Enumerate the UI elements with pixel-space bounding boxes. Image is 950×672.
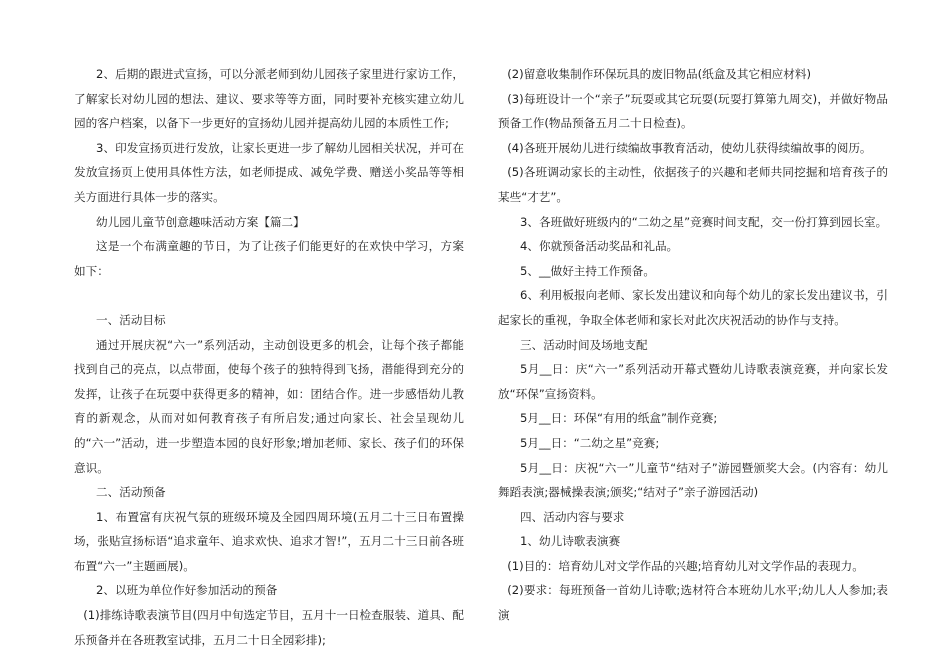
right-column <box>498 62 888 628</box>
paragraph: 1、布置富有庆祝气氛的班级环境及全园四周环境(五月二十三日布置操场，张贴宣扬标语“追求童年、追求欢快、追求才智!”，五月二十三日前各班布置“六一”主题画展)。 <box>74 509 464 573</box>
paragraph: (2)要求：每班预备一首幼儿诗歌;选材符合本班幼儿水平;幼儿人人参加;表演 <box>498 583 888 623</box>
paragraph: 5月__日：庆祝“六一”儿童节“结对子”游园暨颁奖大会。(内容有：幼儿舞蹈表演;器械操表演;颁奖;“结对子”亲子游园活动) <box>498 460 888 500</box>
paragraph: 1、幼儿诗歌表演赛 <box>520 534 621 549</box>
paragraph: (4)各班开展幼儿进行续编故事教育活动，使幼儿获得续编故事的阅历。 <box>507 140 872 155</box>
paragraph: (1)排练诗歌表演节目(四月中旬选定节目，五月十一日检查服装、道具、配乐预备并在各班教室试排，五月二十日全园彩排); <box>74 608 464 647</box>
paragraph: 5月__日：庆“六一”系列活动开幕式暨幼儿诗歌表演竞赛，并向家长发放“环保”宣扬资料。 <box>498 362 888 401</box>
paragraph: 3、各班做好班级内的“二幼之星”竞赛时间支配，交一份打算到园长室。 <box>520 214 888 229</box>
paragraph: 2、以班为单位作好参加活动的预备 <box>96 583 278 598</box>
blank-line <box>74 283 464 308</box>
paragraph: 通过开展庆祝“六一”系列活动，主动创设更多的机会，让每个孩子都能找到自己的亮点，以点带面，使每个孩子的独特得到飞扬，潜能得到充分的发挥，让孩子在玩耍中获得更多的精神，如：团结合作。进一步感悟幼儿教育的新观念，从而对如何教育孩子有所启发;通过向家长、社会呈现幼儿的“六一”活动，进一步塑造本园的良好形象;增加老师、家长、孩子们的环保意识。 <box>74 337 464 475</box>
paragraph: 5、__做好主持工作预备。 <box>520 263 655 278</box>
paragraph: 一、活动目标 <box>96 312 166 327</box>
paragraph: 5月__日：“二幼之星”竞赛; <box>520 435 660 450</box>
paragraph: 幼儿园儿童节创意趣味活动方案【篇二】 <box>96 214 305 229</box>
paragraph: 四、活动内容与要求 <box>520 509 625 524</box>
paragraph: (3)每班设计一个“亲子”玩耍或其它玩耍(玩耍打算第九周交)，并做好物品预备工作(物品预备五月二十日检查)。 <box>498 91 888 131</box>
paragraph: 二、活动预备 <box>96 485 166 500</box>
paragraph: 三、活动时间及场地支配 <box>520 337 648 352</box>
paragraph: (5)各班调动家长的主动性，依据孩子的兴趣和老师共同挖掘和培育孩子的某些“才艺”。 <box>498 165 888 204</box>
paragraph: 2、后期的跟进式宣扬，可以分派老师到幼儿园孩子家里进行家访工作，了解家长对幼儿园的想法、建议、要求等等方面，同时要补充核实建立幼儿园的客户档案，以备下一步更好的宣扬幼儿园并提高幼儿园的本质性工作; <box>74 67 464 131</box>
left-column <box>74 62 464 652</box>
paragraph: (1)目的：培育幼儿对文学作品的兴趣;培育幼儿对文学作品的表现力。 <box>507 558 864 573</box>
paragraph: 这是一个布满童趣的节日，为了让孩子们能更好的在欢快中学习，方案如下： <box>74 239 464 278</box>
paragraph: 3、印发宣扬页进行发放，让家长更进一步了解幼儿园相关状况，并可在发放宣扬页上使用具体性方法，如老师提成、减免学费、赠送小奖品等等相关方面进行具体一步的落实。 <box>74 140 464 204</box>
paragraph: (2)留意收集制作环保玩具的废旧物品(纸盒及其它相应材料) <box>507 67 811 81</box>
paragraph: 4、你就预备活动奖品和礼品。 <box>520 239 679 254</box>
paragraph: 6、利用板报向老师、家长发出建议和向每个幼儿的家长发出建议书，引起家长的重视，争取全体老师和家长对此次庆祝活动的协作与支持。 <box>498 288 888 327</box>
paragraph: 5月__日：环保“有用的纸盒”制作竞赛; <box>520 411 718 426</box>
